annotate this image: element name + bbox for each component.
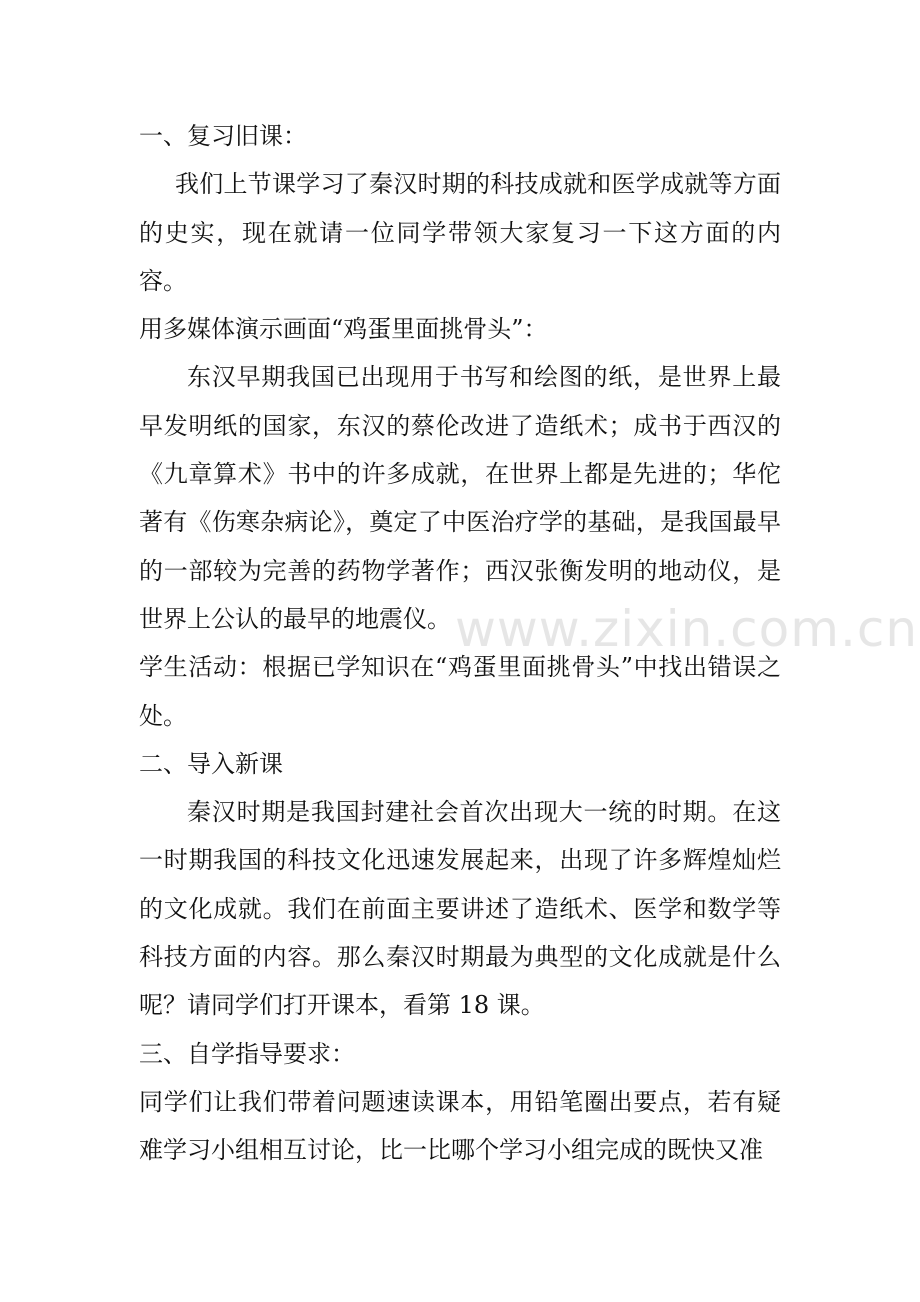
section-heading-self-study: 三、自学指导要求： <box>139 1039 355 1068</box>
paragraph-multimedia: 用多媒体演示画面“鸡蛋里面挑骨头”： <box>139 315 548 344</box>
paragraph-review-intro: 我们上节课学习了秦汉时期的科技成就和医学成就等方面的史实，现在就请一位同学带领大家复习一下这方面的内容。 <box>139 170 781 295</box>
section-heading-new-lesson: 二、导入新课 <box>139 749 283 778</box>
document-page <box>139 112 781 1175</box>
watermark: www.zixin.com.cn <box>455 600 919 658</box>
paragraph-student-activity: 学生活动：根据已学知识在“鸡蛋里面挑骨头”中找出错误之处。 <box>139 653 781 730</box>
paragraph-new-lesson: 秦汉时期是我国封建社会首次出现大一统的时期。在这一时期我国的科技文化迅速发展起来，出现了许多辉煌灿烂的文化成就。我们在前面主要讲述了造纸术、医学和数学等科技方面的内容。那么秦汉时期最为典型的文化成就是什么呢？请同学们打开课本，看第 18 课。 <box>139 798 781 1020</box>
paragraph-self-study: 同学们让我们带着问题速读课本，用铅笔圈出要点，若有疑难学习小组相互讨论，比一比哪个学习小组完成的既快又准 <box>139 1087 781 1165</box>
paragraph-error-passage: 东汉早期我国已出现用于书写和绘图的纸，是世界上最早发明纸的国家，东汉的蔡伦改进了造纸术；成书于西汉的《九章算术》书中的许多成就，在世界上都是先进的；华佗著有《伤寒杂病论》，奠定了中医治疗学的基础，是我国最早的一部较为完善的药物学著作；西汉张衡发明的地动仪，是世界上公认的最早的地震仪。 <box>139 363 781 633</box>
section-heading-review: 一、复习旧课： <box>139 122 307 150</box>
